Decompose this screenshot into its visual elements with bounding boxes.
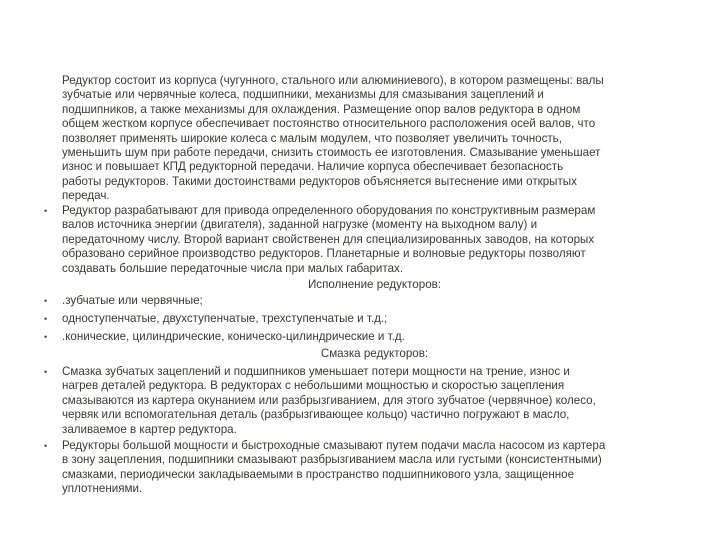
- lubrication-paragraph-2: [62, 439, 687, 497]
- execution-heading: [62, 278, 687, 292]
- list-item: [62, 312, 687, 326]
- lubrication-text-1: Смазка зубчатых зацеплений и подшипников уменьшает потери мощности на трение, износ и нагрев деталей редуктора. В редукторах с небольшими мощностью и скоростью зацепления смазываются из картера окунанием или разбрызгиванием, для этого зубчатое (червячное) колесо, червяк или вспомогательная деталь (разбрызгивающее кольцо) частично погружают в масло, заливаемое в картер редуктора.: [62, 365, 596, 436]
- lubrication-heading-text: Смазка редукторов:: [320, 347, 429, 360]
- purpose-text: Редуктор разрабатывают для привода определенного оборудования по конструктивным размерам валов источника энергии (двигателя), заданной нагрузке (моменту на выходном валу) и передаточному числу. Второй вариант свойственен для специализированных заводов, на которых образовано серийное производство редукторов. Планетарные и волновые редукторы позволяют создавать большие передаточные числа при малых габаритах.: [62, 204, 596, 275]
- bullet-marker: •: [44, 206, 48, 216]
- intro-paragraph: [62, 74, 687, 204]
- bullet-marker: •: [44, 367, 48, 377]
- lubrication-heading: [62, 347, 687, 361]
- bullet-marker: •: [44, 441, 48, 451]
- lubrication-paragraph-1: [62, 365, 687, 437]
- bullet-marker: •: [44, 314, 48, 324]
- lubrication-text-2: Редукторы большой мощности и быстроходные смазывают путем подачи масла насосом из картера в зону зацепления, подшипники смазывают разбрызгиванием масла или густыми (консистентными) смазками, периодически закладываемыми в пространство подшипникового узла, защищенное уплотнениями.: [62, 439, 606, 496]
- bullet-marker: •: [44, 296, 48, 306]
- list-item: [62, 330, 687, 344]
- intro-text: Редуктор состоит из корпуса (чугунного, стального или алюминиевого), в котором размещены: валы зубчатые или червячные колеса, подшипники, механизмы для смазывания зацеплений и подшипников, а также механизмы для охлаждения. Размещение опор валов редуктора в одном общем жестком корпусе обеспечивает постоянство относительного расположения осей валов, что позволяет применять широкие колеса с малым модулем, что позволяет увеличить точность, уменьшить шум при работе передачи, снизить стоимость ее изготовления. Смазывание уменьшает износ и повышает КПД редукторной передачи. Наличие корпуса обеспечивает безопасность работы редукторов. Такими достоинствами редукторов объясняется вытеснение ими открытых передач.: [62, 74, 604, 203]
- execution-type-gear: .зубчатые или червячные;: [62, 294, 203, 307]
- execution-type-shape: .конические, цилиндрические, коническо-цилиндрические и т.д.: [62, 330, 405, 343]
- execution-type-stages: одноступенчатые, двухступенчатые, трехступенчатые и т.д.;: [62, 312, 388, 325]
- list-item: [62, 294, 687, 308]
- execution-heading-text: Исполнение редукторов:: [307, 278, 442, 291]
- bullet-marker: •: [44, 332, 48, 342]
- purpose-paragraph: [62, 204, 687, 276]
